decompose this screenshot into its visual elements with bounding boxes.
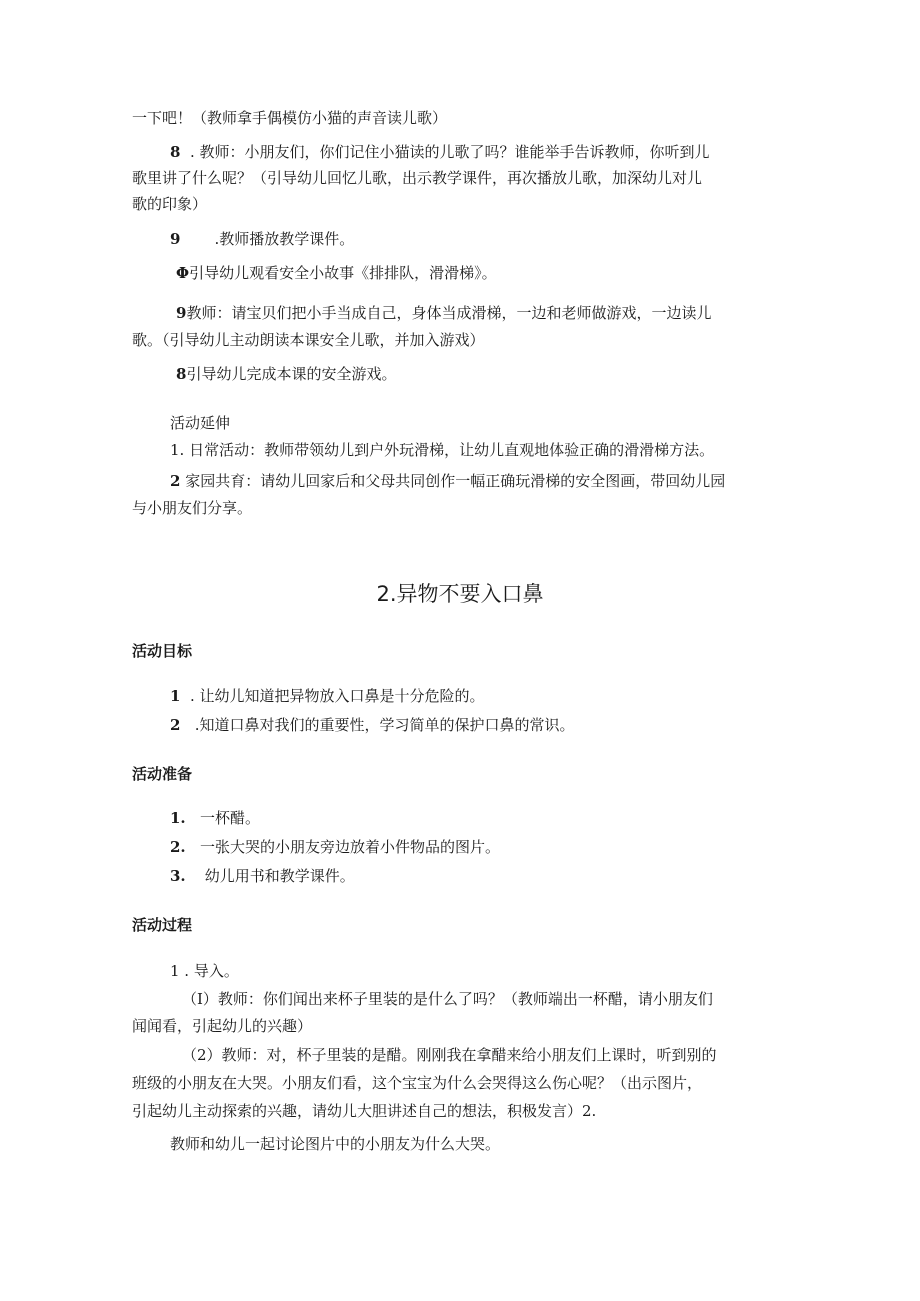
item-9-text: .教师播放教学课件。 — [214, 230, 355, 248]
item-8-number: 8 — [170, 143, 181, 161]
item-8-text: . 教师：小朋友们，你们记住小猫读的儿歌了吗？谁能举手告诉教师，你听到儿 — [189, 143, 710, 161]
item-phi-text: 引导幼儿观看安全小故事《排排队，滑滑梯》。 — [189, 264, 497, 282]
prep-item-3 — [170, 866, 355, 886]
prep-item-3-number: 3. — [170, 867, 186, 885]
prep-item-3-text: 幼儿用书和教学课件。 — [204, 867, 355, 885]
process-heading: 活动过程 — [132, 916, 193, 934]
goal-item-2 — [170, 715, 575, 735]
goal-item-1-text: . 让幼儿知道把异物放入口鼻是十分危险的。 — [189, 687, 485, 705]
item-8-line3: 歌的印象） — [132, 195, 208, 213]
process-step-1b-line3: 引起幼儿主动探索的兴趣，请幼儿大胆讲述自己的想法，积极发言）2. — [132, 1102, 597, 1120]
section-title: 2.异物不要入口鼻 — [376, 582, 544, 606]
item-8 — [170, 142, 710, 162]
prep-item-2-number: 2. — [170, 838, 186, 856]
item-9 — [170, 229, 354, 249]
prep-item-1-text: 一杯醋。 — [199, 809, 260, 827]
item-8b-number: 8 — [176, 365, 187, 383]
goal-item-1-number: 1 — [170, 687, 181, 705]
item-8b — [176, 364, 396, 384]
goal-heading: 活动目标 — [132, 642, 193, 660]
prep-item-1-number: 1. — [170, 809, 186, 827]
extension-item-2-text: 家园共育：请幼儿回家后和父母共同创作一幅正确玩滑梯的安全图画，带回幼儿园 — [185, 472, 726, 490]
prep-item-1 — [170, 808, 260, 828]
goal-item-2-text: .知道口鼻对我们的重要性，学习简单的保护口鼻的常识。 — [194, 716, 575, 734]
item-9b — [176, 303, 711, 323]
extension-item-2 — [170, 471, 725, 491]
process-step-2: 教师和幼儿一起讨论图片中的小朋友为什么大哭。 — [170, 1135, 501, 1153]
process-step-1b-line2: 班级的小朋友在大哭。小朋友们看，这个宝宝为什么会哭得这么伤心呢？（出示图片， — [132, 1074, 703, 1092]
process-step-1a-line2: 闻闻看，引起幼儿的兴趣） — [132, 1017, 313, 1035]
item-9b-number: 9 — [176, 304, 187, 322]
process-step-1a-line1: （I）教师：你们闻出来杯子里装的是什么了吗？（教师端出一杯醋，请小朋友们 — [182, 990, 713, 1008]
extension-item-2-number: 2 — [170, 472, 181, 490]
process-step-1: 1 . 导入。 — [170, 962, 239, 980]
extension-heading: 活动延伸 — [170, 414, 231, 432]
goal-item-1 — [170, 686, 485, 706]
process-step-1b-line1: （2）教师：对，杯子里装的是醋。刚刚我在拿醋来给小朋友们上课时，听到别的 — [182, 1046, 717, 1064]
item-8-line2: 歌里讲了什么呢？（引导幼儿回忆儿歌，出示教学课件，再次播放儿歌，加深幼儿对儿 — [132, 169, 703, 187]
extension-item-1: 1. 日常活动：教师带领幼儿到户外玩滑梯，让幼儿直观地体验正确的滑滑梯方法。 — [170, 441, 715, 459]
prep-heading: 活动准备 — [132, 765, 193, 783]
goal-item-2-number: 2 — [170, 716, 181, 734]
intro-line: 一下吧！（教师拿手偶模仿小猫的声音读儿歌） — [132, 109, 448, 127]
prep-item-2-text: 一张大哭的小朋友旁边放着小件物品的图片。 — [199, 838, 500, 856]
extension-item-2-line2: 与小朋友们分享。 — [132, 499, 253, 517]
prep-item-2 — [170, 837, 500, 857]
item-8b-text: 引导幼儿完成本课的安全游戏。 — [186, 365, 397, 383]
item-9b-line2: 歌。（引导幼儿主动朗读本课安全儿歌，并加入游戏） — [132, 331, 485, 349]
item-9-number: 9 — [170, 230, 181, 248]
item-phi-number: Φ — [176, 264, 190, 282]
item-phi — [176, 263, 497, 283]
item-9b-text: 教师：请宝贝们把小手当成自己，身体当成滑梯，一边和老师做游戏，一边读儿 — [186, 304, 712, 322]
